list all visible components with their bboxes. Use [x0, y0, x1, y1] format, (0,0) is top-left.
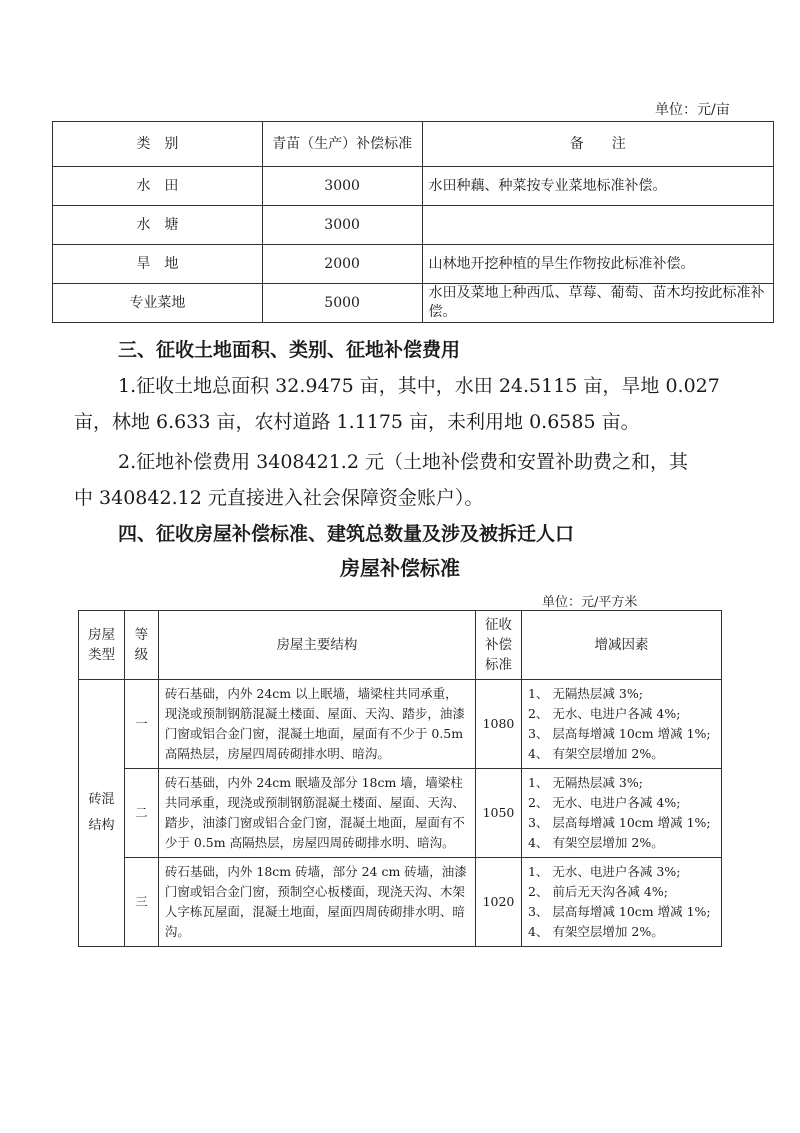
header-price: 征收补偿标准	[475, 611, 521, 680]
cell-grade: 三	[124, 858, 158, 947]
cell-structure: 砖石基础，内外 24cm 眠墙及部分 18cm 墙，墙梁柱共同承重，现浇或预制钢筋混凝土楼面、屋面、天沟、踏步，油漆门窗或铝合金门窗，混凝土地面，屋面有不少于 0.5m 高隔热层，房屋四周砖砌排水明、暗沟。	[158, 769, 475, 858]
table-row	[79, 858, 722, 947]
factor-item: 3、 层高每增减 10cm 增减 1%;	[527, 815, 711, 830]
factor-item: 4、 有架空层增加 2%。	[527, 746, 664, 761]
cell-category: 旱 地	[53, 245, 263, 284]
unit-label-2: 单位：元/平方米	[542, 595, 638, 610]
factor-item: 2、 无水、电进户各减 4%;	[527, 795, 681, 810]
cell-category: 水 田	[53, 167, 263, 206]
cell-house-type: 砖混结构	[79, 680, 125, 947]
cell-structure: 砖石基础，内外 18cm 砖墙，部分 24 cm 砖墙，油漆门窗或铝合金门窗，预制空心板楼面，现浇天沟、木架人字栋瓦屋面，混凝土地面，屋面四周砖砌排水明、暗沟。	[158, 858, 475, 947]
cell-price: 1020	[475, 858, 521, 947]
factor-item: 1、 无隔热层减 3%;	[527, 686, 643, 701]
cell-note: 山林地开挖种植的旱生作物按此标准补偿。	[422, 245, 774, 284]
header-standard: 青苗（生产）补偿标准	[262, 122, 422, 167]
paragraph-1-line-2: 亩，林地 6.633 亩，农村道路 1.1175 亩，未利用地 0.6585 亩。	[74, 411, 640, 433]
factor-item: 1、 无隔热层减 3%;	[527, 775, 643, 790]
cell-note	[422, 206, 774, 245]
house-standard-title: 房屋补偿标准	[340, 556, 460, 580]
cell-factors	[521, 769, 721, 858]
cell-grade: 一	[124, 680, 158, 769]
house-compensation-table	[78, 610, 722, 947]
cell-value: 3000	[262, 206, 422, 245]
factor-item: 2、 前后无天沟各减 4%;	[527, 884, 668, 899]
cell-note: 水田种藕、种菜按专业菜地标准补偿。	[422, 167, 774, 206]
header-structure: 房屋主要结构	[158, 611, 475, 680]
header-grade: 等级	[124, 611, 158, 680]
cell-value: 5000	[262, 284, 422, 323]
cell-value: 3000	[262, 167, 422, 206]
header-note: 备 注	[422, 122, 774, 167]
factor-item: 3、 层高每增减 10cm 增减 1%;	[527, 904, 711, 919]
crop-compensation-table	[52, 121, 774, 323]
cell-value: 2000	[262, 245, 422, 284]
header-factors: 增减因素	[521, 611, 721, 680]
cell-factors	[521, 680, 721, 769]
cell-structure: 砖石基础，内外 24cm 以上眠墙，墙梁柱共同承重，现浇或预制钢筋混凝土楼面、屋面、天沟、踏步，油漆门窗或铝合金门窗，混凝土地面，屋面有不少于 0.5m 高隔热层，房屋四周砖砌排水明、暗沟。	[158, 680, 475, 769]
factor-item: 4、 有架空层增加 2%。	[527, 835, 664, 850]
paragraph-2-line-2: 中 340842.12 元直接进入社会保障资金账户）。	[74, 487, 484, 509]
paragraph-2-line-1: 2.征地补偿费用 3408421.2 元（土地补偿费和安置补助费之和，其	[118, 451, 688, 473]
cell-price: 1050	[475, 769, 521, 858]
section-3-heading: 三、征收土地面积、类别、征地补偿费用	[118, 339, 461, 361]
header-category: 类 别	[53, 122, 263, 167]
table-row	[53, 245, 774, 284]
factor-item: 3、 层高每增减 10cm 增减 1%;	[527, 726, 711, 741]
table-row	[79, 680, 722, 769]
table-header-row	[79, 611, 722, 680]
table-row	[53, 167, 774, 206]
header-house-type: 房屋类型	[79, 611, 125, 680]
cell-note: 水田及菜地上种西瓜、草莓、葡萄、苗木均按此标准补偿。	[422, 284, 774, 323]
cell-category: 专业菜地	[53, 284, 263, 323]
cell-price: 1080	[475, 680, 521, 769]
table-row	[79, 769, 722, 858]
paragraph-1-line-1: 1.征收土地总面积 32.9475 亩，其中，水田 24.5115 亩，旱地 0.027	[118, 375, 720, 397]
factor-item: 2、 无水、电进户各减 4%;	[527, 706, 681, 721]
cell-grade: 二	[124, 769, 158, 858]
table-header-row	[53, 122, 774, 167]
factor-item: 4、 有架空层增加 2%。	[527, 924, 664, 939]
section-4-heading: 四、征收房屋补偿标准、建筑总数量及涉及被拆迁人口	[118, 523, 575, 545]
unit-label-1: 单位：元/亩	[655, 102, 730, 118]
table-row	[53, 206, 774, 245]
cell-factors	[521, 858, 721, 947]
cell-category: 水 塘	[53, 206, 263, 245]
factor-item: 1、 无水、电进户各减 3%;	[527, 864, 681, 879]
table-row	[53, 284, 774, 323]
